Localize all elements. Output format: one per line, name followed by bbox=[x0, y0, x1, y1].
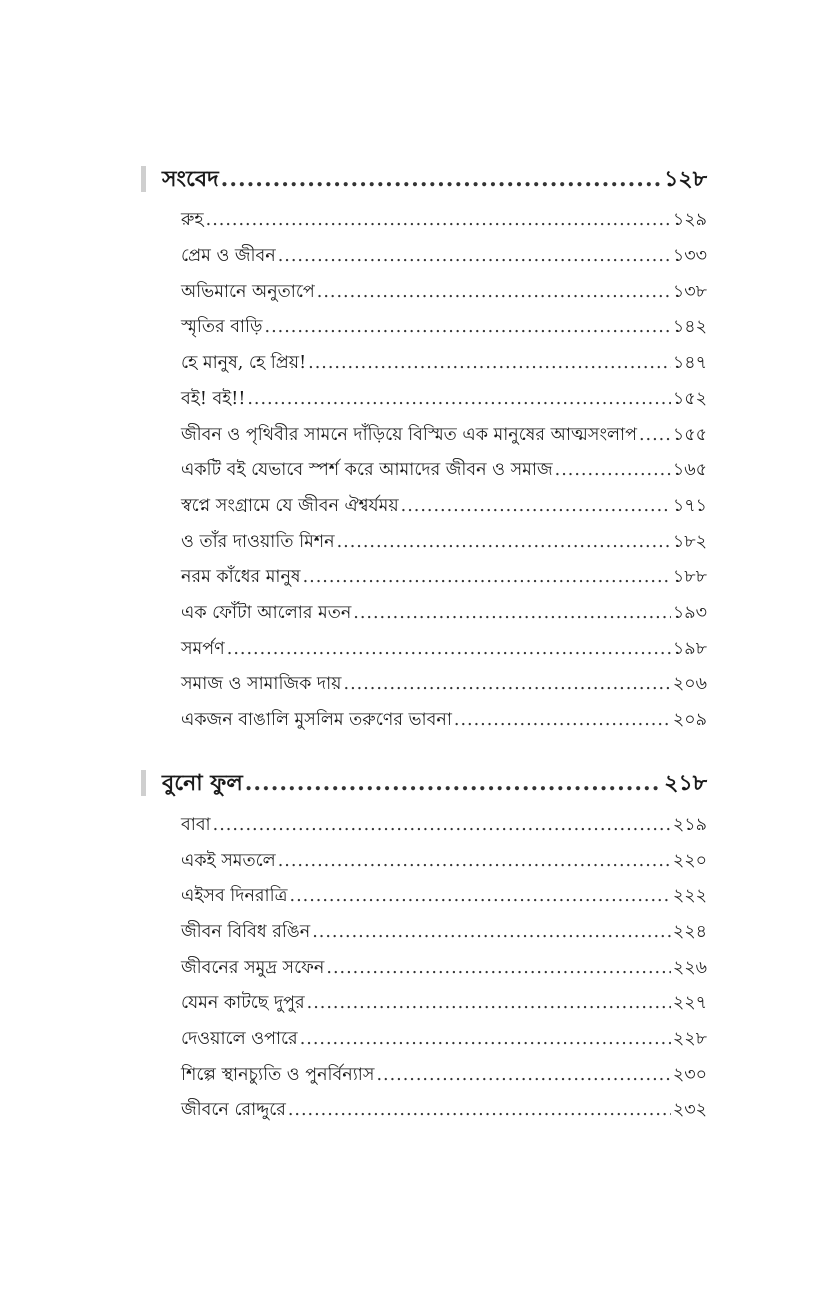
toc-entry[interactable] bbox=[181, 919, 707, 947]
entry-title: জীবন বিবিধ রঙিন bbox=[181, 922, 311, 942]
toc-entry[interactable] bbox=[181, 671, 707, 699]
entry-page-number: ১৯৮ bbox=[672, 639, 707, 659]
dot-leader bbox=[300, 1029, 671, 1049]
entry-title: সমর্পণ bbox=[181, 639, 225, 659]
dot-leader bbox=[245, 770, 662, 796]
toc-entry[interactable] bbox=[181, 812, 707, 840]
toc-entry[interactable] bbox=[181, 350, 707, 378]
toc-entry[interactable] bbox=[181, 564, 707, 592]
entry-title: জীবনের সমুদ্র সফেন bbox=[181, 958, 325, 978]
toc-entry[interactable] bbox=[181, 529, 707, 557]
entry-page-number: ২২২ bbox=[672, 886, 707, 906]
dot-leader bbox=[337, 532, 671, 552]
entry-page-number: ১৮২ bbox=[672, 532, 707, 552]
dot-leader bbox=[206, 210, 671, 230]
toc-entry[interactable] bbox=[181, 207, 707, 235]
toc-entry[interactable] bbox=[181, 707, 707, 735]
dot-leader bbox=[303, 567, 671, 587]
entry-title: এক ফোঁটা আলোর মতন bbox=[181, 603, 352, 623]
entry-page-number: ২৩০ bbox=[672, 1065, 707, 1085]
toc-entry[interactable] bbox=[181, 279, 707, 307]
section-heading[interactable] bbox=[162, 162, 707, 192]
toc-entry[interactable] bbox=[181, 1062, 707, 1090]
toc-entry[interactable] bbox=[181, 1097, 707, 1125]
toc-entry[interactable] bbox=[181, 422, 707, 450]
dot-leader bbox=[312, 922, 671, 942]
entry-title: একটি বই যেভাবে স্পর্শ করে আমাদের জীবন ও সমাজ bbox=[181, 460, 553, 480]
toc-entry[interactable] bbox=[181, 848, 707, 876]
dot-leader bbox=[278, 851, 671, 871]
dot-leader bbox=[454, 710, 671, 730]
dot-leader bbox=[353, 603, 671, 623]
entry-title: রুহ bbox=[181, 210, 204, 230]
toc-entry[interactable] bbox=[181, 493, 707, 521]
section-title: বুনো ফুল bbox=[162, 770, 243, 796]
entry-title: দেওয়ালে ওপারে bbox=[181, 1029, 298, 1049]
entry-page-number: ১৩৮ bbox=[672, 282, 707, 302]
entry-title: বাবা bbox=[181, 815, 211, 835]
entry-page-number: ২০৬ bbox=[672, 674, 707, 694]
entry-title: স্মৃতির বাড়ি bbox=[181, 317, 263, 337]
toc-entry[interactable] bbox=[181, 457, 707, 485]
entry-page-number: ২৩২ bbox=[672, 1100, 707, 1120]
entry-title: একজন বাঙালি মুসলিম তরুণের ভাবনা bbox=[181, 710, 452, 730]
dot-leader bbox=[265, 317, 671, 337]
entry-title: একই সমতলে bbox=[181, 851, 276, 871]
dot-leader bbox=[221, 166, 662, 192]
entry-page-number: ২২৪ bbox=[672, 922, 707, 942]
entry-page-number: ২২৬ bbox=[672, 958, 707, 978]
dot-leader bbox=[288, 1100, 671, 1120]
section-heading[interactable] bbox=[162, 766, 707, 796]
toc-entry[interactable] bbox=[181, 990, 707, 1018]
entry-page-number: ১২৯ bbox=[672, 210, 707, 230]
entry-page-number: ১৫২ bbox=[672, 389, 707, 409]
dot-leader bbox=[227, 639, 671, 659]
entry-title: প্রেম ও জীবন bbox=[181, 246, 276, 266]
toc-entry[interactable] bbox=[181, 314, 707, 342]
toc-entry[interactable] bbox=[181, 636, 707, 664]
entry-title: যেমন কাটছে দুপুর bbox=[181, 993, 305, 1013]
toc-entry[interactable] bbox=[181, 955, 707, 983]
dot-leader bbox=[555, 460, 671, 480]
entry-page-number: ২২৭ bbox=[672, 993, 707, 1013]
section-title: সংবেদ bbox=[162, 166, 219, 192]
section-marker-bar bbox=[141, 770, 146, 796]
entry-title: শিল্পে স্থানচ্যুতি ও পুনর্বিন্যাস bbox=[181, 1065, 375, 1085]
entry-page-number: ২০৯ bbox=[672, 710, 707, 730]
section-page-number: ১২৮ bbox=[664, 166, 707, 192]
entry-title: জীবনে রোদ্দুরে bbox=[181, 1100, 286, 1120]
entry-page-number: ২২০ bbox=[672, 851, 707, 871]
dot-leader bbox=[639, 425, 671, 445]
entry-title: নরম কাঁধের মানুষ bbox=[181, 567, 301, 587]
dot-leader bbox=[307, 993, 671, 1013]
section-page-number: ২১৮ bbox=[664, 770, 707, 796]
entry-page-number: ১৭১ bbox=[672, 496, 707, 516]
toc-entry[interactable] bbox=[181, 386, 707, 414]
entry-page-number: ১৫৫ bbox=[672, 425, 707, 445]
entry-title: ও তাঁর দাওয়াতি মিশন bbox=[181, 532, 335, 552]
entry-title: জীবন ও পৃথিবীর সামনে দাঁড়িয়ে বিস্মিত এক মানুষের আত্মসংলাপ bbox=[181, 425, 637, 445]
dot-leader bbox=[290, 886, 671, 906]
dot-leader bbox=[326, 958, 670, 978]
entry-page-number: ১৪৭ bbox=[672, 353, 707, 373]
toc-entry[interactable] bbox=[181, 600, 707, 628]
dot-leader bbox=[344, 674, 671, 694]
entry-title: বই! বই!! bbox=[181, 389, 246, 409]
entry-title: স্বপ্নে সংগ্রামে যে জীবন ঐশ্বর্যময় bbox=[181, 496, 399, 516]
entry-page-number: ১৪২ bbox=[672, 317, 707, 337]
entry-page-number: ১৮৮ bbox=[672, 567, 707, 587]
entry-title: হে মানুষ, হে প্রিয়! bbox=[181, 353, 307, 373]
dot-leader bbox=[213, 815, 671, 835]
dot-leader bbox=[278, 246, 671, 266]
dot-leader bbox=[317, 282, 671, 302]
toc-entry[interactable] bbox=[181, 243, 707, 271]
entry-page-number: ১৩৩ bbox=[672, 246, 707, 266]
entry-page-number: ১৯৩ bbox=[672, 603, 707, 623]
dot-leader bbox=[247, 389, 671, 409]
toc-entry[interactable] bbox=[181, 883, 707, 911]
toc-entry[interactable] bbox=[181, 1026, 707, 1054]
entry-page-number: ২১৯ bbox=[672, 815, 707, 835]
section-marker-bar bbox=[141, 166, 146, 192]
dot-leader bbox=[376, 1065, 670, 1085]
entry-page-number: ২২৮ bbox=[672, 1029, 707, 1049]
entry-title: সমাজ ও সামাজিক দায় bbox=[181, 674, 342, 694]
dot-leader bbox=[308, 353, 671, 373]
entry-page-number: ১৬৫ bbox=[672, 460, 707, 480]
entry-title: এইসব দিনরাত্রি bbox=[181, 886, 288, 906]
entry-title: অভিমানে অনুতাপে bbox=[181, 282, 315, 302]
dot-leader bbox=[401, 496, 671, 516]
